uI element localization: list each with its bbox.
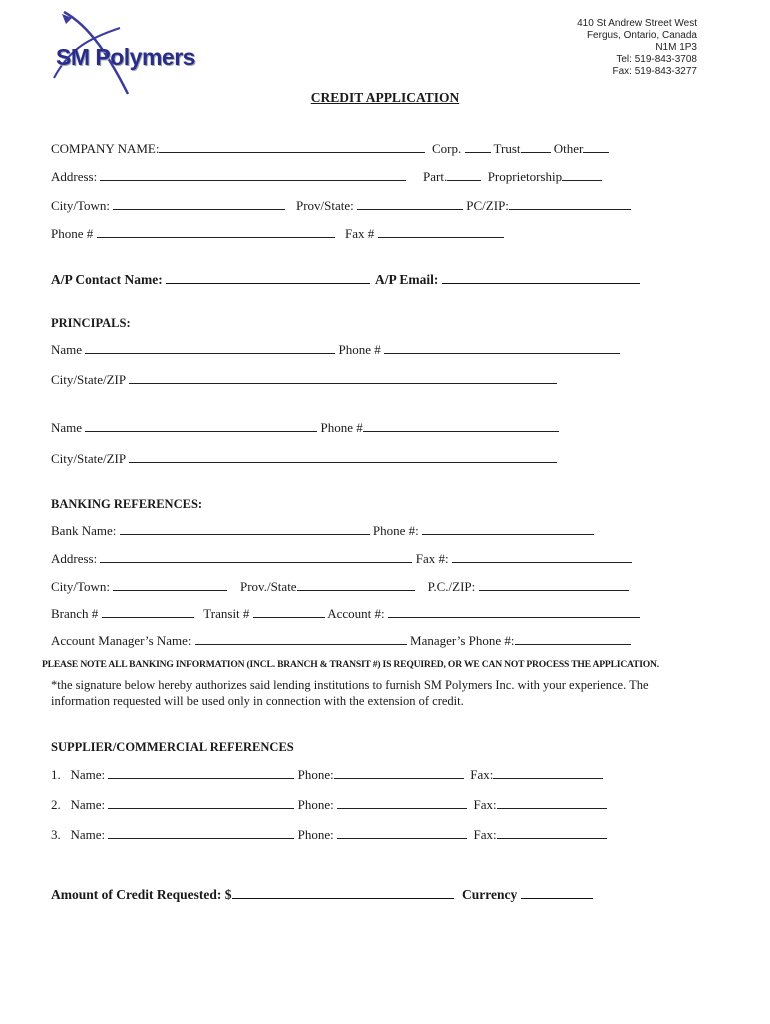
principal-1-city-field[interactable] bbox=[129, 372, 557, 384]
supplier-2-fax-field[interactable] bbox=[497, 797, 607, 809]
credit-amount-row bbox=[51, 886, 454, 903]
fax-label: Fax # bbox=[345, 226, 375, 241]
bank-prov-label: Prov./State bbox=[240, 579, 297, 594]
address-line: N1M 1P3 bbox=[655, 42, 697, 53]
currency-row bbox=[462, 886, 593, 903]
fax-field[interactable] bbox=[378, 226, 504, 238]
ap-contact-row bbox=[51, 271, 370, 288]
bank-phone-label: Phone #: bbox=[372, 523, 419, 538]
company-name-label: COMPANY NAME: bbox=[51, 141, 160, 156]
address-row bbox=[51, 169, 406, 185]
principal-phone-label: Phone # bbox=[320, 420, 363, 435]
corp-label: Corp. bbox=[432, 141, 462, 156]
bank-city-field[interactable] bbox=[113, 579, 227, 591]
principal-1-city-row bbox=[51, 372, 557, 388]
corp-field[interactable] bbox=[465, 141, 491, 153]
suppliers-heading: SUPPLIER/COMMERCIAL REFERENCES bbox=[51, 740, 294, 754]
banking-notice: PLEASE NOTE ALL BANKING INFORMATION (INCL. BRANCH & TRANSIT #) IS REQUIRED, OR WE CAN NOT PROCESS THE APPLICATION. bbox=[42, 659, 659, 670]
principal-2-name-field[interactable] bbox=[85, 420, 317, 432]
supplier-fax-label: Fax: bbox=[473, 827, 497, 842]
company-name-row bbox=[51, 141, 425, 157]
account-manager-field[interactable] bbox=[195, 633, 407, 645]
bank-address-row bbox=[51, 551, 632, 567]
bank-fax-label: Fax #: bbox=[415, 551, 449, 566]
supplier-fax-label: Fax: bbox=[473, 797, 497, 812]
bank-address-field[interactable] bbox=[100, 551, 412, 563]
address-line: Fergus, Ontario, Canada bbox=[586, 30, 697, 41]
pc-field[interactable] bbox=[509, 198, 631, 210]
supplier-1-name-field[interactable] bbox=[108, 767, 294, 779]
credit-amount-field[interactable] bbox=[232, 886, 454, 899]
supplier-3-fax-field[interactable] bbox=[497, 827, 607, 839]
page-title: CREDIT APPLICATION bbox=[310, 90, 460, 105]
supplier-name-label: Name: bbox=[70, 797, 106, 812]
supplier-name-label: Name: bbox=[70, 827, 106, 842]
supplier-phone-label: Phone: bbox=[297, 827, 334, 842]
principal-1-name-row bbox=[51, 342, 620, 358]
bank-city-row bbox=[51, 579, 227, 595]
bank-prov-field[interactable] bbox=[297, 579, 415, 591]
supplier-name-label: Name: bbox=[70, 767, 106, 782]
company-address bbox=[577, 18, 697, 78]
supplier-2-name-field[interactable] bbox=[108, 797, 294, 809]
company-logo bbox=[50, 8, 220, 100]
supplier-3-phone-field[interactable] bbox=[337, 827, 467, 839]
bank-pc-field[interactable] bbox=[479, 579, 629, 591]
principal-1-phone-field[interactable] bbox=[384, 342, 620, 354]
account-manager-label: Account Manager’s Name: bbox=[51, 633, 192, 648]
supplier-phone-label: Phone: bbox=[297, 797, 334, 812]
supplier-phone-label: Phone: bbox=[297, 767, 334, 782]
entity-type-row bbox=[432, 141, 609, 157]
supplier-row bbox=[51, 797, 607, 813]
account-label: Account #: bbox=[327, 606, 385, 621]
principal-2-phone-field[interactable] bbox=[363, 420, 559, 432]
banking-heading: BANKING REFERENCES: bbox=[51, 497, 203, 511]
prov-field[interactable] bbox=[357, 198, 463, 210]
authorization-text: *the signature below hereby authorizes said lending institutions to furnish SM Polymers Inc. with your experience. The information requested will be used only in connection with the extension of credit. bbox=[51, 678, 649, 708]
fax-row bbox=[345, 226, 504, 242]
manager-phone-field[interactable] bbox=[515, 633, 631, 645]
proprietorship-field[interactable] bbox=[562, 169, 602, 181]
ap-email-label: A/P Email: bbox=[375, 272, 439, 287]
ap-contact-field[interactable] bbox=[166, 271, 370, 284]
branch-label: Branch # bbox=[51, 606, 99, 621]
supplier-number: 3. bbox=[51, 827, 61, 842]
account-field[interactable] bbox=[388, 606, 640, 618]
other-label: Other bbox=[553, 141, 584, 156]
principal-1-name-field[interactable] bbox=[85, 342, 335, 354]
ap-email-field[interactable] bbox=[442, 271, 640, 284]
bank-prov-row bbox=[240, 579, 629, 595]
principal-city-label: City/State/ZIP bbox=[51, 372, 126, 387]
branch-row bbox=[51, 606, 640, 622]
city-field[interactable] bbox=[113, 198, 285, 210]
supplier-number: 2. bbox=[51, 797, 61, 812]
ap-email-row bbox=[375, 271, 640, 288]
currency-label: Currency bbox=[462, 887, 518, 902]
principal-city-label: City/State/ZIP bbox=[51, 451, 126, 466]
part-field[interactable] bbox=[447, 169, 481, 181]
manager-phone-label: Manager’s Phone #: bbox=[410, 633, 515, 648]
principal-name-label: Name bbox=[51, 420, 83, 435]
trust-label: Trust bbox=[493, 141, 521, 156]
bank-city-label: City/Town: bbox=[51, 579, 111, 594]
other-field[interactable] bbox=[583, 141, 609, 153]
company-name-field[interactable] bbox=[159, 141, 425, 153]
supplier-2-phone-field[interactable] bbox=[337, 797, 467, 809]
address-line: Tel: 519-843-3708 bbox=[616, 54, 697, 65]
principal-2-name-row bbox=[51, 420, 559, 436]
supplier-row bbox=[51, 767, 603, 783]
supplier-number: 1. bbox=[51, 767, 61, 782]
phone-row bbox=[51, 226, 335, 242]
supplier-row bbox=[51, 827, 607, 843]
part-label: Part. bbox=[423, 169, 448, 184]
supplier-1-phone-field[interactable] bbox=[334, 767, 464, 779]
principal-phone-label: Phone # bbox=[338, 342, 381, 357]
logo-text: SM Polymers bbox=[56, 44, 195, 70]
prov-row bbox=[296, 198, 631, 214]
bank-phone-field[interactable] bbox=[422, 523, 594, 535]
address-line: Fax: 519-843-3277 bbox=[612, 66, 697, 77]
transit-label: Transit # bbox=[203, 606, 250, 621]
pc-label: PC/ZIP: bbox=[466, 198, 509, 213]
principal-2-city-field[interactable] bbox=[129, 451, 557, 463]
partnership-row bbox=[423, 169, 602, 185]
credit-amount-label: Amount of Credit Requested: $ bbox=[51, 887, 232, 902]
supplier-fax-label: Fax: bbox=[470, 767, 494, 782]
city-row bbox=[51, 198, 285, 214]
prov-label: Prov/State: bbox=[296, 198, 354, 213]
address-line: 410 St Andrew Street West bbox=[577, 18, 697, 29]
bank-name-label: Bank Name: bbox=[51, 523, 117, 538]
account-manager-row bbox=[51, 633, 631, 649]
currency-field[interactable] bbox=[521, 886, 593, 899]
trust-field[interactable] bbox=[521, 141, 551, 153]
bank-fax-field[interactable] bbox=[452, 551, 632, 563]
proprietorship-label: Proprietorship bbox=[487, 169, 563, 184]
city-label: City/Town: bbox=[51, 198, 111, 213]
principal-name-label: Name bbox=[51, 342, 83, 357]
phone-label: Phone # bbox=[51, 226, 94, 241]
bank-address-label: Address: bbox=[51, 551, 98, 566]
branch-field[interactable] bbox=[102, 606, 194, 618]
principal-2-city-row bbox=[51, 451, 557, 467]
bank-pc-label: P.C./ZIP: bbox=[427, 579, 476, 594]
supplier-1-fax-field[interactable] bbox=[493, 767, 603, 779]
address-field[interactable] bbox=[100, 169, 406, 181]
transit-field[interactable] bbox=[253, 606, 325, 618]
bank-name-row bbox=[51, 523, 594, 539]
address-label: Address: bbox=[51, 169, 98, 184]
phone-field[interactable] bbox=[97, 226, 335, 238]
principals-heading: PRINCIPALS: bbox=[51, 316, 131, 330]
ap-contact-label: A/P Contact Name: bbox=[51, 272, 163, 287]
supplier-3-name-field[interactable] bbox=[108, 827, 294, 839]
bank-name-field[interactable] bbox=[120, 523, 370, 535]
